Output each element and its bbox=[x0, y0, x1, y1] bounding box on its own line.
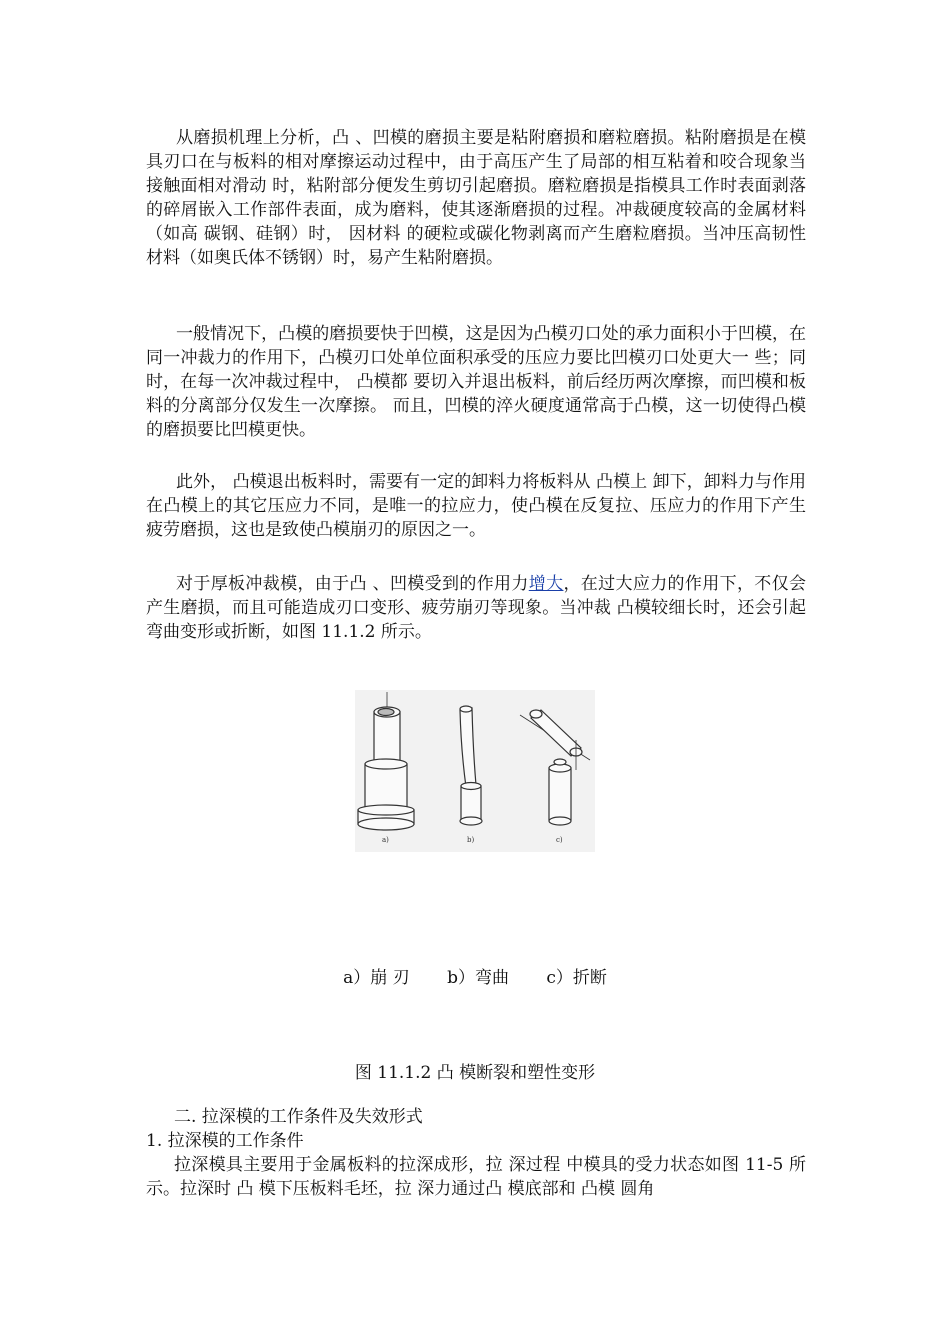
subsection-heading: 1. 拉深模的工作条件 bbox=[146, 1131, 304, 1151]
paragraph-thick-plate-text-2: ，在过大应力的作用下，不仅会产生磨损，而且可能造成刃口变形、疲劳崩刃等现象。当冲裁 凸模较细长时，还会引起弯曲变形或折断，如图 11.1.2 所示。 bbox=[146, 574, 807, 642]
figure-subcaptions bbox=[0, 963, 950, 988]
paragraph-wear-mechanism: 从磨损机理上分析，凸 、凹模的磨损主要是粘附磨损和磨粒磨损。粘附磨损是在模具刃口在与板料的相对摩擦运动过程中，由于高压产生了局部的相互粘着和咬合现象当接触面相对滑动 时，粘附部分便发生剪切引起磨损。磨粒磨损是指模具工作时表面剥落的碎屑嵌入工作部件表面，成为磨料，使其逐渐磨损的过程。冲裁硬度较高的金属材料（如高 碳钢、硅钢）时， 因材料 的硬粒或碳化物剥离而产生磨粒磨损。当冲压高韧性材料（如奥氏体不锈钢）时，易产生粘附磨损。 bbox=[146, 128, 806, 268]
paragraph-deep-drawing: 拉深模具主要用于金属板料的拉深成形，拉 深过程 中模具的受力状态如图 11-5 所示。拉深时 凸 模下压板料毛坯，拉 深力通过凸 模底部和 凸模 圆角 bbox=[146, 1155, 806, 1199]
section-heading: 二. 拉深模的工作条件及失效形式 bbox=[174, 1107, 423, 1127]
paragraph-thick-plate bbox=[146, 572, 806, 644]
punch-failure-figure bbox=[355, 690, 595, 852]
paragraph-punch-wear: 一般情况下，凸模的磨损要快于凹模，这是因为凸模刃口处的承力面积小于凹模，在同一冲裁力的作用下，凸模刃口处单位面积承受的压应力要比凹模刃口处更大一 些；同时，在每一次冲裁过程中， 凸模都 要切入并退出板料，前后经历两次摩擦，而凹模和板料的分离部分仅发生一次摩擦。 而且，凹模的淬火硬度通常高于凸模，这一切使得凸模的磨损要比凹模更快。 bbox=[146, 324, 806, 440]
increase-link[interactable]: 增大 bbox=[528, 574, 564, 594]
subcaption-breaking: c）折断 bbox=[546, 968, 607, 988]
paragraph-stripping-force: 此外， 凸模退出板料时，需要有一定的卸料力将板料从 凸模上 卸下，卸料力与作用在凸模上的其它压应力不同，是唯一的拉应力，使凸模在反复拉、压应力的作用下产生疲劳磨损，这也是致使凸模崩刃的原因之一。 bbox=[146, 472, 806, 540]
subcaption-chipping: a）崩 刃 bbox=[343, 968, 410, 988]
figure-caption: 图 11.1.2 凸 模断裂和塑性变形 bbox=[354, 1063, 596, 1083]
label-c: c) bbox=[556, 836, 563, 844]
punch-failure-illustration bbox=[355, 690, 595, 852]
label-a: a) bbox=[382, 836, 389, 844]
subcaption-bending: b）弯曲 bbox=[447, 968, 509, 988]
label-b: b) bbox=[467, 836, 475, 844]
paragraph-thick-plate-text-1: 对于厚板冲裁模，由于凸 、凹模受到的作用力 bbox=[176, 574, 529, 594]
